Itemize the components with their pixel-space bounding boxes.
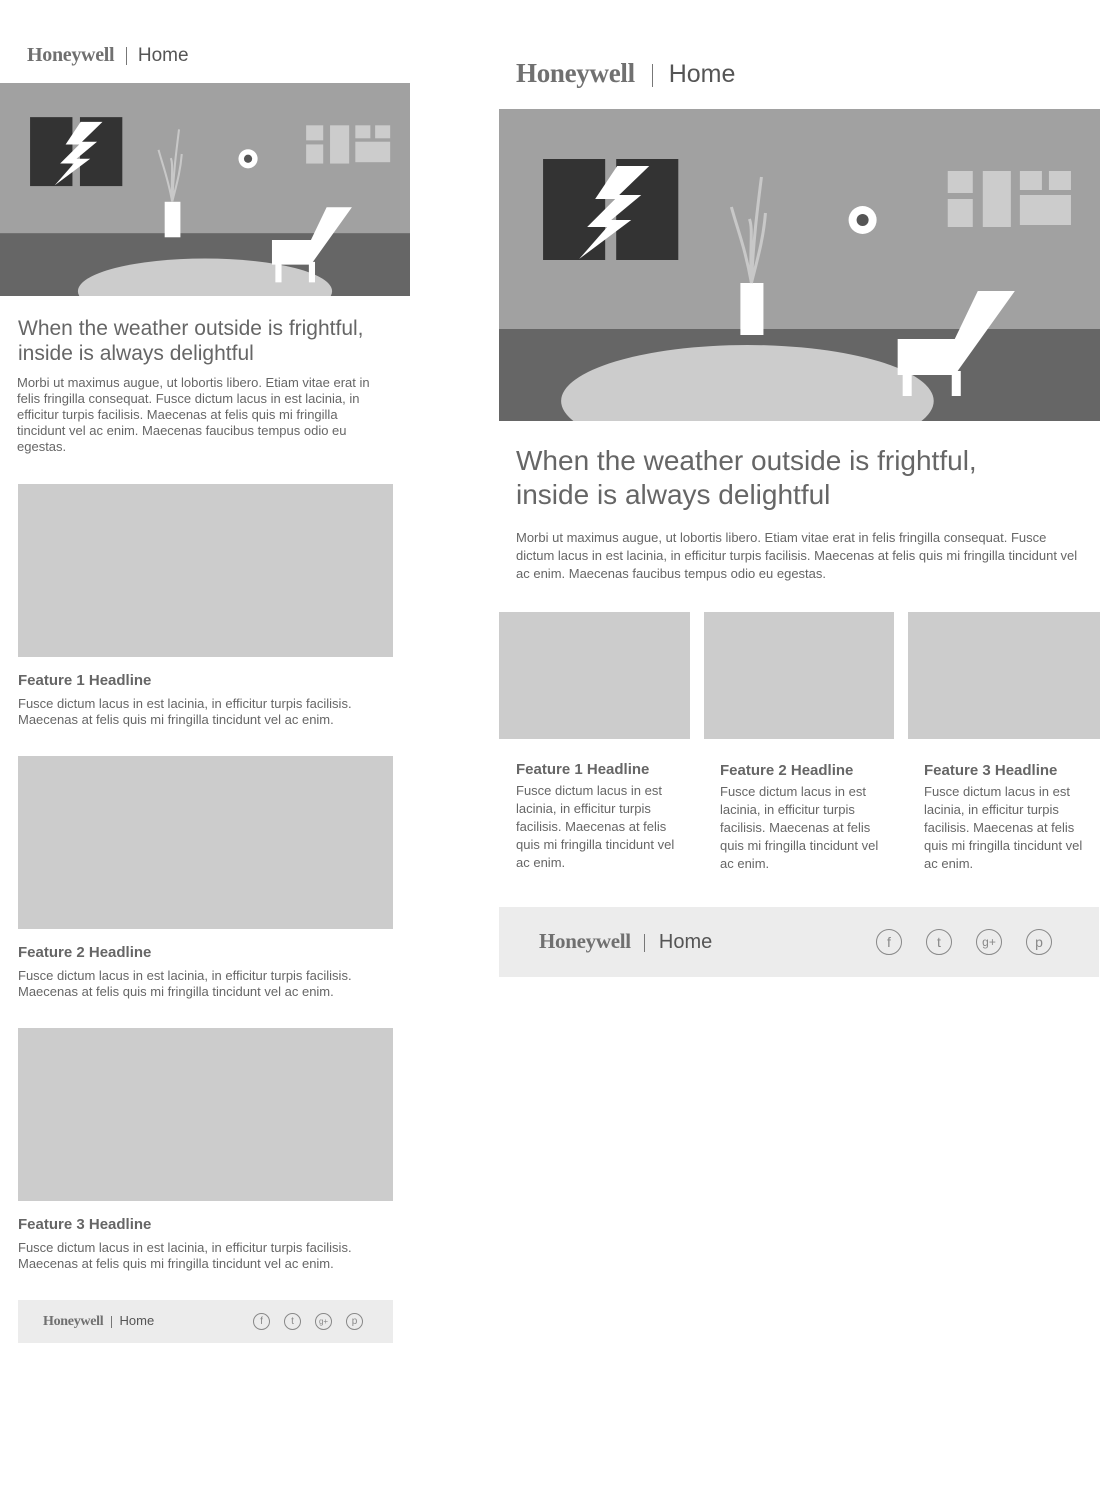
mobile-social-links: [253, 1313, 363, 1330]
hero-headline-line1: When the weather outside is frightful,: [516, 445, 977, 476]
mobile-feature-1-image: [18, 484, 393, 657]
hero-headline-line1: When the weather outside is frightful,: [18, 317, 364, 340]
brand-divider: [652, 64, 653, 87]
desktop-feature-1-body: Fusce dictum lacus in est lacinia, in efficitur turpis facilisis. Maecenas at felis quis mi fringilla tincidunt vel ac enim.: [516, 783, 675, 870]
google-plus-icon[interactable]: g+: [976, 929, 1002, 955]
twitter-icon[interactable]: t: [926, 929, 952, 955]
footer-brand-logo: Honeywell: [539, 929, 631, 953]
desktop-hero-image: [499, 109, 1100, 421]
mobile-footer-brand[interactable]: [43, 1313, 154, 1330]
desktop-feature-3-headline: Feature 3 Headline: [924, 762, 1058, 779]
desktop-feature-1-image: [499, 612, 690, 739]
desktop-hero-body: Morbi ut maximus augue, ut lobortis libero. Etiam vitae erat in felis fringilla consequat. Fusce dictum lacus in est lacinia, in efficitur turpis facilisis. Maecenas at felis quis mi fringilla tincidunt vel ac enim. Maecenas faucibus tempus odio eu egestas.: [516, 530, 1078, 581]
brand-section: Home: [668, 60, 736, 88]
footer-brand-section: Home: [658, 931, 713, 953]
facebook-icon[interactable]: f: [253, 1313, 270, 1330]
brand-logo: Honeywell: [516, 58, 635, 88]
desktop-header-brand[interactable]: [516, 58, 735, 89]
hero-illustration: [0, 83, 410, 296]
footer-brand-divider: [111, 1316, 112, 1328]
mobile-hero-body: Morbi ut maximus augue, ut lobortis libero. Etiam vitae erat in felis fringilla consequat. Fusce dictum lacus in est lacinia, in efficitur turpis facilisis. Maecenas at felis quis mi fringilla tincidunt vel ac enim. Maecenas faucibus tempus odio eu egestas.: [17, 375, 370, 454]
desktop-feature-2-body: Fusce dictum lacus in est lacinia, in efficitur turpis facilisis. Maecenas at felis quis mi fringilla tincidunt vel ac enim.: [720, 784, 879, 871]
desktop-social-links: [876, 929, 1052, 955]
mobile-feature-1-body: Fusce dictum lacus in est lacinia, in efficitur turpis facilisis. Maecenas at felis quis mi fringilla tincidunt vel ac enim.: [18, 696, 352, 727]
desktop-hero-headline: [516, 444, 1076, 512]
desktop-footer-brand[interactable]: [539, 929, 712, 954]
desktop-feature-1-headline: Feature 1 Headline: [516, 761, 650, 778]
google-plus-icon[interactable]: g+: [315, 1313, 332, 1330]
hero-headline-line2: inside is always delightful: [18, 342, 254, 366]
hero-illustration: [499, 109, 1100, 421]
brand-logo: Honeywell: [27, 44, 115, 66]
facebook-icon[interactable]: f: [876, 929, 902, 955]
mobile-feature-3-image: [18, 1028, 393, 1201]
mobile-feature-2-headline: Feature 2 Headline: [18, 944, 152, 961]
desktop-footer: [499, 907, 1099, 977]
footer-brand-divider: [644, 934, 645, 952]
mobile-hero-image: [0, 83, 410, 296]
pinterest-icon[interactable]: p: [1026, 929, 1052, 955]
mobile-hero-headline: [18, 316, 403, 366]
twitter-icon[interactable]: t: [284, 1313, 301, 1330]
brand-section: Home: [137, 45, 189, 66]
pinterest-icon[interactable]: p: [346, 1313, 363, 1330]
brand-divider: [126, 47, 127, 65]
mobile-feature-3-body: Fusce dictum lacus in est lacinia, in efficitur turpis facilisis. Maecenas at felis quis mi fringilla tincidunt vel ac enim.: [18, 1240, 352, 1271]
mobile-footer: [18, 1300, 393, 1343]
hero-headline-line2: inside is always delightful: [516, 479, 831, 510]
mobile-feature-2-image: [18, 756, 393, 929]
mobile-feature-2-body: Fusce dictum lacus in est lacinia, in efficitur turpis facilisis. Maecenas at felis quis mi fringilla tincidunt vel ac enim.: [18, 968, 352, 999]
mobile-feature-1-headline: Feature 1 Headline: [18, 672, 152, 689]
desktop-feature-2-image: [704, 612, 894, 739]
desktop-feature-3-body: Fusce dictum lacus in est lacinia, in efficitur turpis facilisis. Maecenas at felis quis mi fringilla tincidunt vel ac enim.: [924, 784, 1083, 871]
mobile-header-brand[interactable]: [27, 44, 189, 67]
mobile-feature-3-headline: Feature 3 Headline: [18, 1216, 152, 1233]
footer-brand-logo: Honeywell: [43, 1314, 104, 1329]
desktop-feature-3-image: [908, 612, 1100, 739]
footer-brand-section: Home: [119, 1313, 155, 1328]
desktop-feature-2-headline: Feature 2 Headline: [720, 762, 854, 779]
